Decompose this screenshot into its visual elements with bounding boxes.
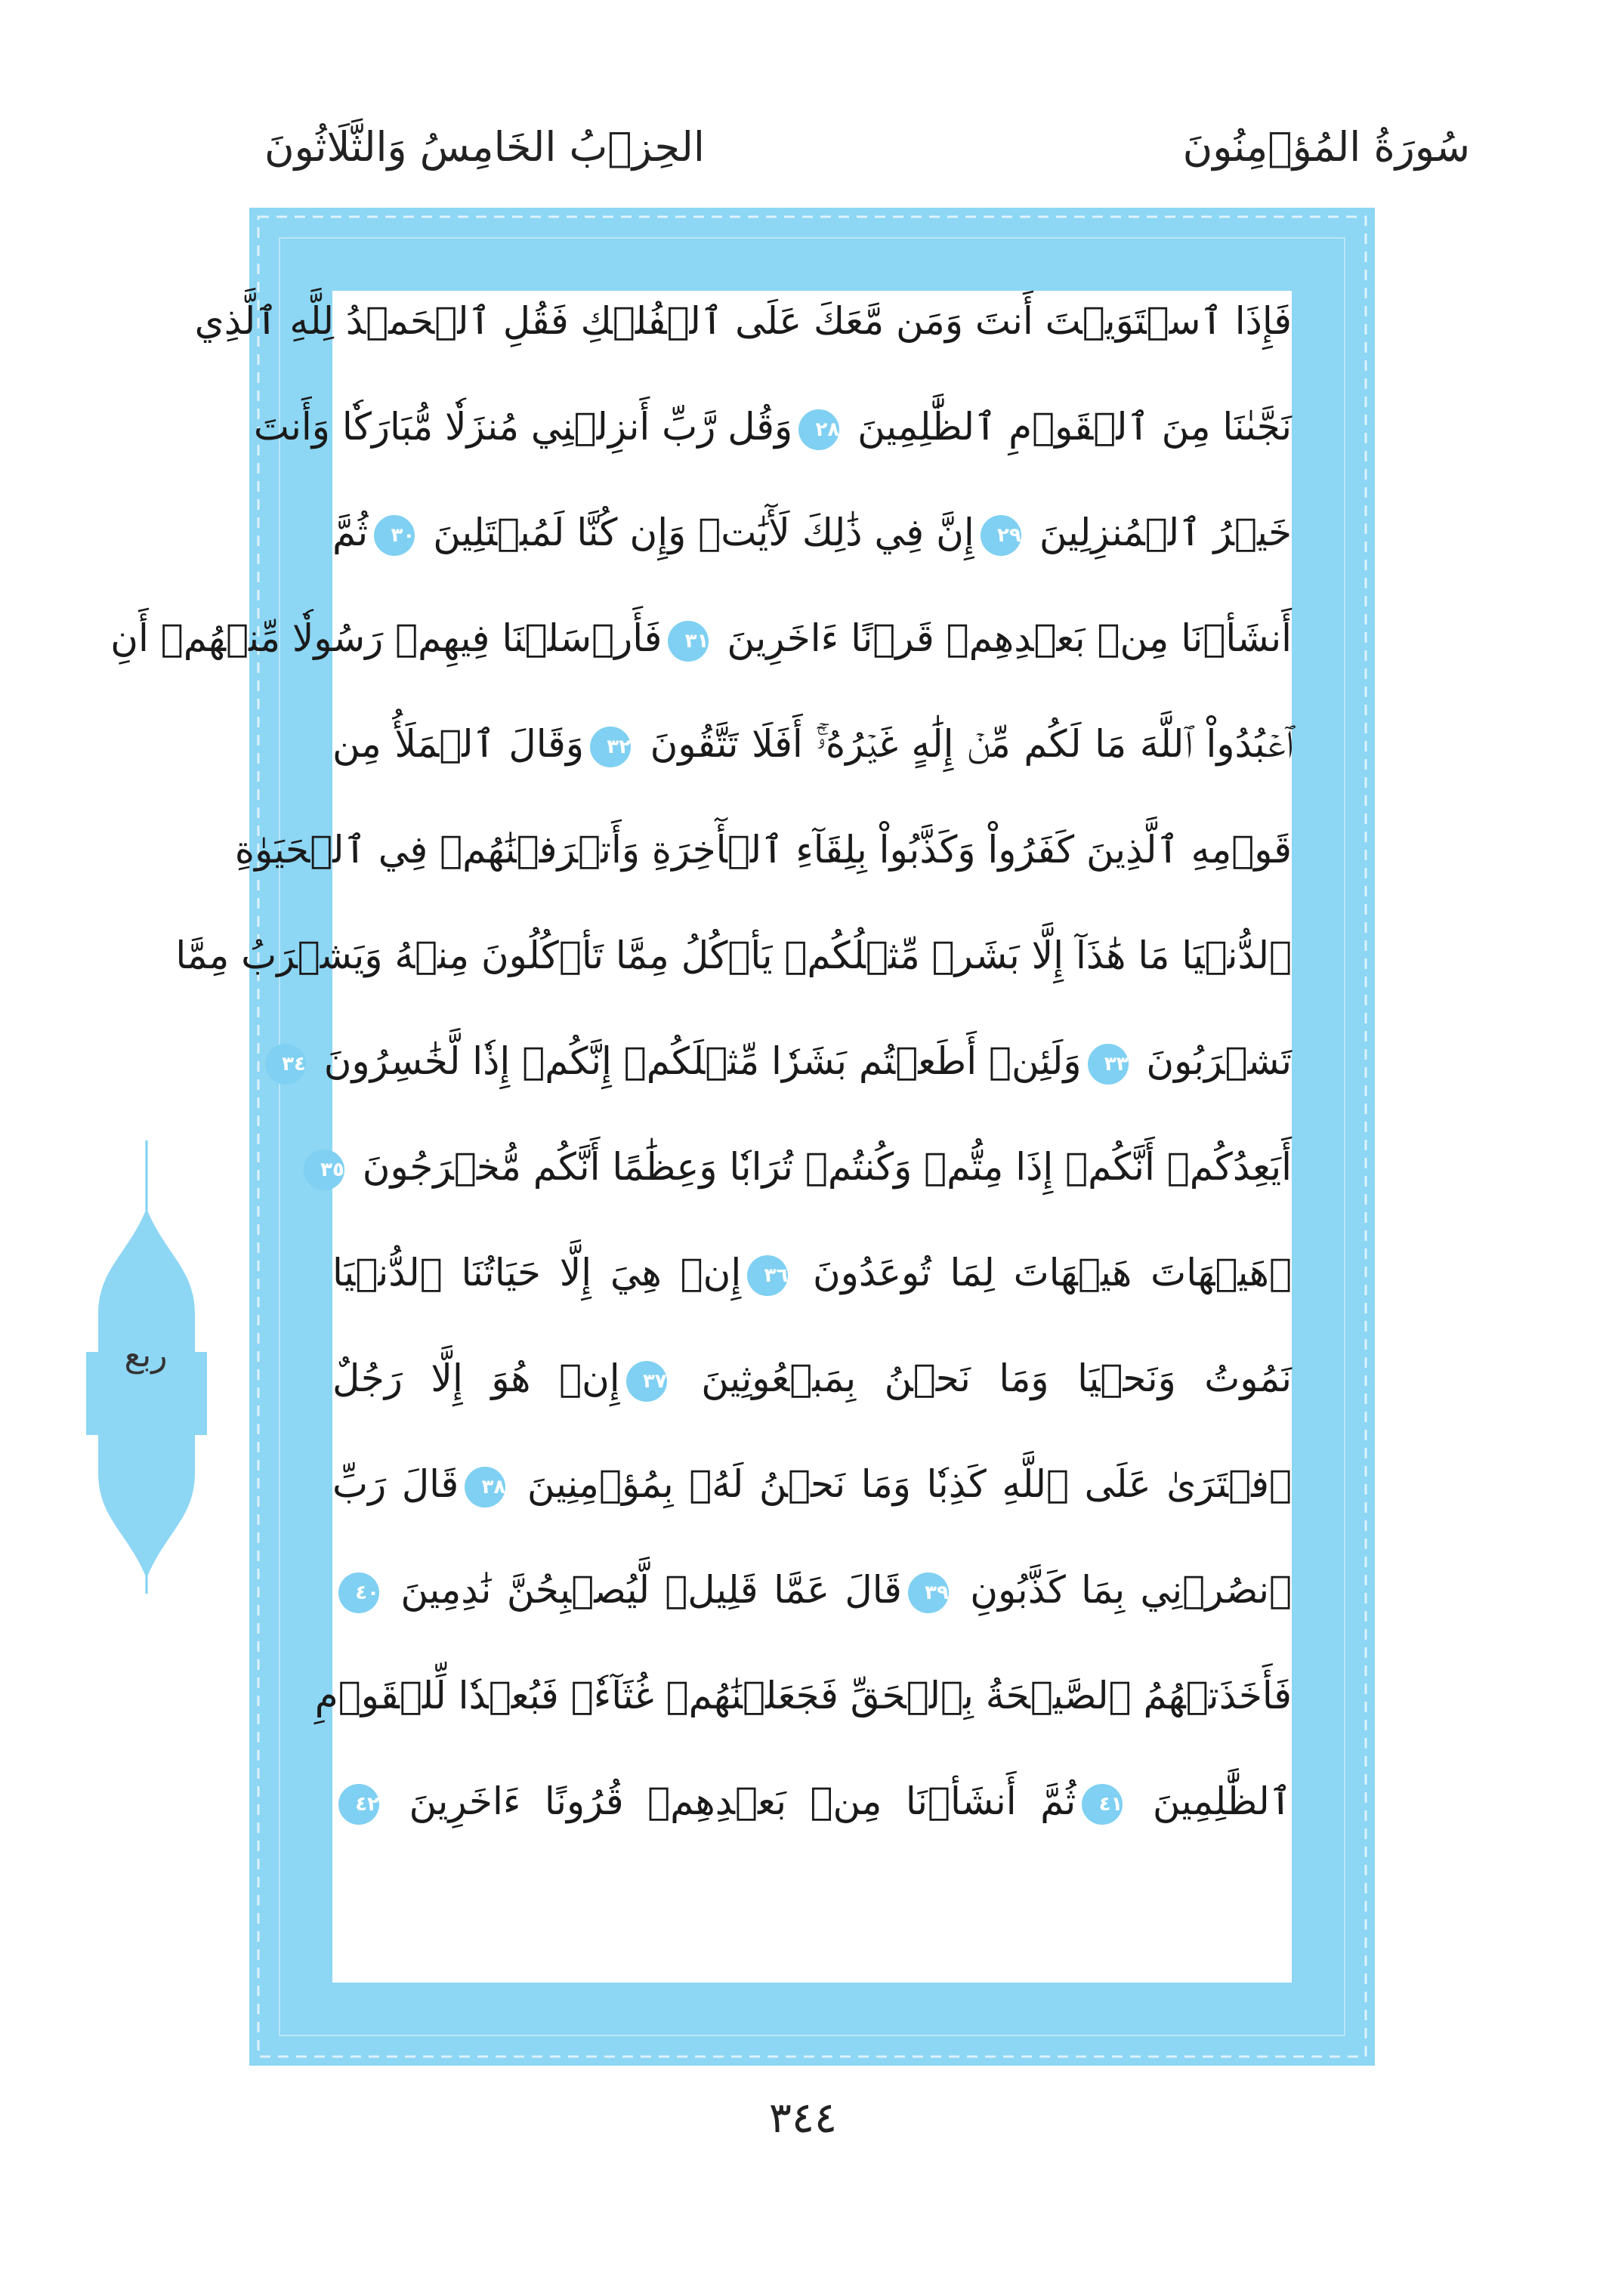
page-number: ٣٤٤ (768, 2094, 838, 2143)
verse-text: قَالَ عَمَّا قَلِيلٖ لَّيُصۡبِحُنَّ نَٰدِمِينَ (385, 1568, 902, 1612)
verse-text: إِنۡ هُوَ إِلَّا رَجُلٌ (332, 1356, 620, 1400)
text-line (332, 1332, 1292, 1425)
ayah-number-marker: ٣٩ (908, 1572, 949, 1613)
rub-label: ربع (124, 1336, 168, 1375)
text-line (332, 697, 1292, 791)
hizb-title: الحِزۡبُ الخَامِسُ وَالثَّلَاثُونَ (264, 123, 705, 171)
text-line (332, 1754, 1292, 1848)
verse-text: وَقُل رَّبِّ أَنزِلۡنِي مُنزَلٗا مُّبَارَكٗا وَأَنتَ (253, 405, 793, 449)
surah-title: سُورَةُ المُؤۡمِنُونَ (1182, 123, 1470, 171)
verse-text: ٱنصُرۡنِي بِمَا كَذَّبُونِ (954, 1568, 1292, 1612)
text-line (234, 803, 1292, 896)
verse-text: إِنَّ فِي ذَٰلِكَ لَأٓيَٰتٖ وَإِن كُنَّا لَمُبۡتَلِينَ (421, 511, 974, 554)
ayah-number-marker: ٣٨ (465, 1467, 505, 1508)
text-line (282, 1014, 1292, 1108)
ayah-number-marker: ٤٢ (338, 1784, 379, 1825)
ayah-number-marker: ٣٥ (304, 1150, 344, 1190)
ayah-number-marker: ٣٠ (374, 515, 415, 556)
ayah-number-marker: ٣٧ (626, 1361, 667, 1402)
ayah-number-marker: ٤١ (1082, 1784, 1123, 1825)
verse-text: وَلَئِنۡ أَطَعۡتُم بَشَرٗا مِّثۡلَكُمۡ إِنَّكُمۡ إِذٗا لَّخَٰسِرُونَ (311, 1039, 1082, 1083)
ayah-number-marker: ٢٩ (981, 515, 1021, 556)
text-line (314, 1649, 1292, 1742)
ayah-number-marker: ٣٢ (590, 727, 631, 767)
text-line (253, 380, 1292, 474)
ayah-number-marker: ٣١ (668, 621, 709, 662)
text-line (194, 274, 1292, 368)
verse-text: إِنۡ هِيَ إِلَّا حَيَاتُنَا ٱلدُّنۡيَا (332, 1251, 742, 1295)
text-line (332, 486, 1292, 579)
text-line (175, 909, 1292, 1002)
text-line (332, 1437, 1292, 1531)
verse-text: ثُمَّ أَنشَأۡنَا مِنۢ بَعۡدِهِمۡ قُرُونًا ءَاخَرِينَ (385, 1779, 1076, 1823)
text-line (320, 1120, 1292, 1214)
ayah-number-marker: ٢٨ (798, 409, 839, 450)
text-line (332, 1226, 1292, 1319)
verse-text: أَيَعِدُكُمۡ أَنَّكُمۡ إِذَا مِتُّمۡ وَكُنتُمۡ تُرَابٗا وَعِظَٰمًا أَنَّكُم مُّخۡرَجُونَ (350, 1145, 1292, 1189)
ayah-number-marker: ٣٤ (265, 1044, 306, 1085)
verse-text: ٱلدُّنۡيَا مَا هَٰذَآ إِلَّا بَشَرٞ مِّثۡلُكُمۡ يَأۡكُلُ مِمَّا تَأۡكُلُونَ مِنۡهُ وَيَشۡرَبُ مِمَّا (175, 934, 1292, 977)
verse-text: قَالَ رَبِّ (332, 1462, 459, 1506)
verse-text: نَمُوتُ وَنَحۡيَا وَمَا نَحۡنُ بِمَبۡعُوثِينَ (672, 1356, 1292, 1400)
verse-text: ٱعۡبُدُواْ ٱللَّهَ مَا لَكُم مِّنۡ إِلَٰهٍ غَيۡرُهُۥٓۚ أَفَلَا تَتَّقُونَ (637, 722, 1292, 766)
verse-text: نَجَّىٰنَا مِنَ ٱلۡقَوۡمِ ٱلظَّٰلِمِينَ (845, 405, 1292, 449)
ayah-number-marker: ٣٣ (1088, 1044, 1129, 1085)
verse-text: تَشۡرَبُونَ (1134, 1039, 1292, 1083)
verse-text: ٱلظَّٰلِمِينَ (1129, 1779, 1292, 1823)
text-line (332, 1543, 1292, 1637)
verse-text: ۞هَيۡهَاتَ هَيۡهَاتَ لِمَا تُوعَدُونَ (794, 1251, 1292, 1295)
ayah-number-marker: ٣٦ (747, 1255, 788, 1296)
verse-text: وَقَالَ ٱلۡمَلَأُ مِن (332, 722, 585, 766)
verse-text: ٱفۡتَرَىٰ عَلَى ٱللَّهِ كَذِبٗا وَمَا نَحۡنُ لَهُۥ بِمُؤۡمِنِينَ (511, 1462, 1293, 1506)
ayah-number-marker: ٤٠ (338, 1572, 379, 1613)
verse-text: قَوۡمِهِ ٱلَّذِينَ كَفَرُواْ وَكَذَّبُواْ بِلِقَآءِ ٱلۡأٓخِرَةِ وَأَتۡرَفۡنَٰهُمۡ فِي ٱلۡحَيَوٰةِ (234, 828, 1292, 872)
verse-text: فَأَخَذَتۡهُمُ ٱلصَّيۡحَةُ بِٱلۡحَقِّ فَجَعَلۡنَٰهُمۡ غُثَآءٗۚ فَبُعۡدٗا لِّلۡقَوۡمِ (314, 1674, 1292, 1717)
verse-text: فَأَرۡسَلۡنَا فِيهِمۡ رَسُولٗا مِّنۡهُمۡ أَنِ (110, 616, 662, 660)
verse-text: أَنشَأۡنَا مِنۢ بَعۡدِهِمۡ قَرۡنًا ءَاخَرِينَ (715, 616, 1292, 660)
verse-text: فَإِذَا ٱسۡتَوَيۡتَ أَنتَ وَمَن مَّعَكَ عَلَى ٱلۡفُلۡكِ فَقُلِ ٱلۡحَمۡدُ لِلَّهِ ٱلَّذِي (194, 299, 1292, 343)
verse-text: ثُمَّ (332, 511, 369, 554)
verse-text: خَيۡرُ ٱلۡمُنزِلِينَ (1027, 511, 1292, 554)
text-line (110, 591, 1292, 685)
